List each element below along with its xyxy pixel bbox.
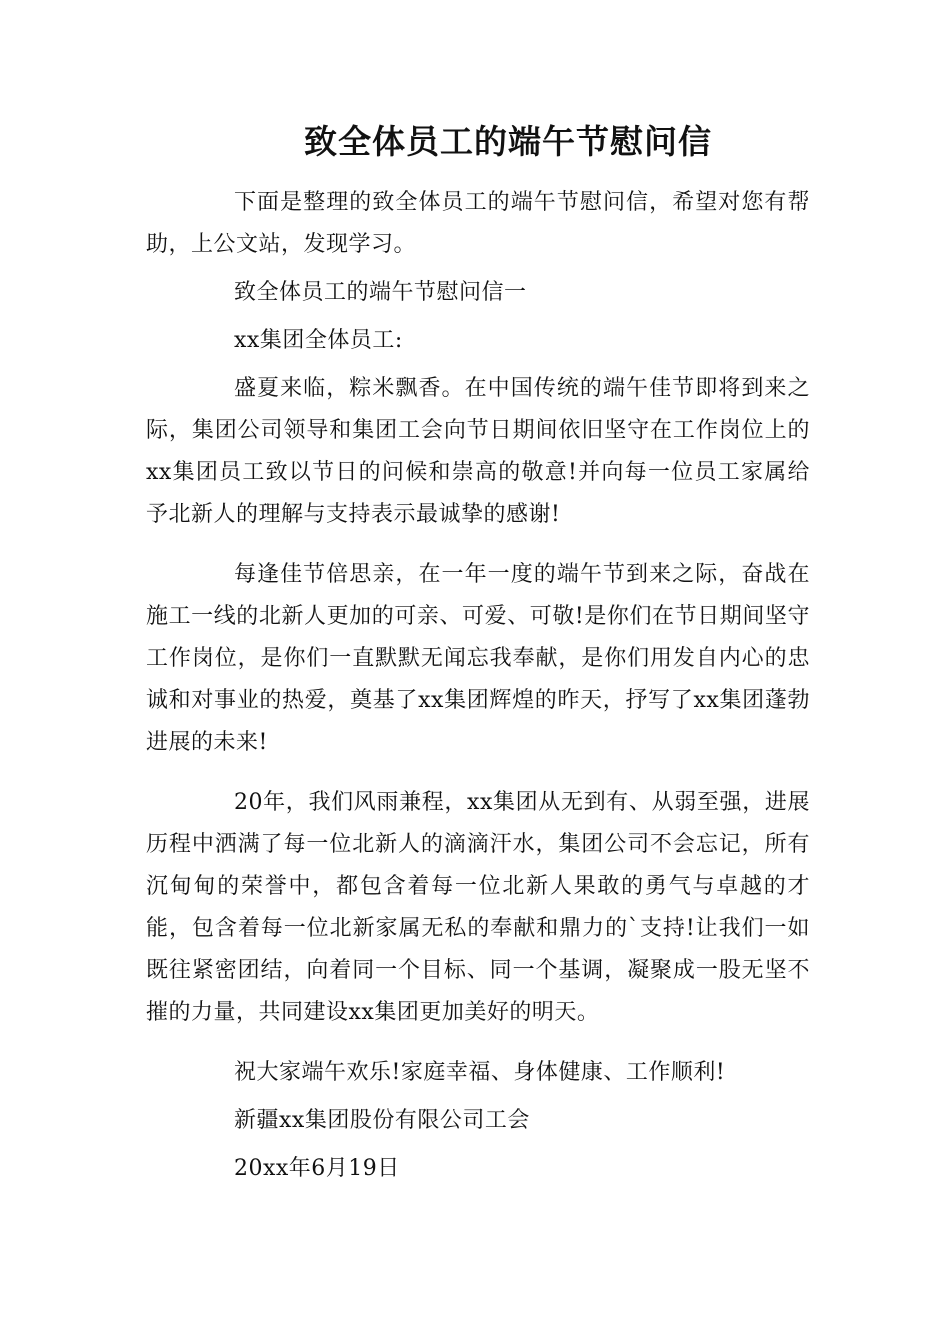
intro-paragraph: 下面是整理的致全体员工的端午节慰问信，希望对您有帮助，上公文站，发现学习。 <box>146 190 810 257</box>
body-paragraph-2: 每逢佳节倍思亲，在一年一度的端午节到来之际，奋战在施工一线的北新人更加的可亲、可爱、可敬!是你们在节日期间坚守工作岗位，是你们一直默默无闻忘我奉献，是你们用发自内心的忠诚和对事业的热爱，奠基了xx集团辉煌的昨天，抒写了xx集团蓬勃进展的未来! <box>146 562 810 755</box>
closing-wish: 祝大家端午欢乐!家庭幸福、身体健康、工作顺利! <box>234 1060 726 1085</box>
signature-date: 20xx年6月19日 <box>234 1156 400 1181</box>
document-body <box>146 182 810 1190</box>
body-paragraph-3: 20年，我们风雨兼程，xx集团从无到有、从弱至强，进展历程中洒满了每一位北新人的滴滴汗水，集团公司不会忘记，所有沉甸甸的荣誉中，都包含着每一位北新人果敢的勇气与卓越的才能，包含着每一位北新家属无私的奉献和鼎力的`支持!让我们一如既往紧密团结，向着同一个目标、同一个基调，凝聚成一股无坚不摧的力量，共同建设xx集团更加美好的明天。 <box>146 790 810 1025</box>
body-paragraph-1: 盛夏来临，粽米飘香。在中国传统的端午佳节即将到来之际，集团公司领导和集团工会向节日期间依旧坚守在工作岗位上的xx集团员工致以节日的问候和崇高的敬意!并向每一位员工家属给予北新人的理解与支持表示最诚挚的感谢! <box>146 376 810 527</box>
signature-organization: 新疆xx集团股份有限公司工会 <box>234 1108 530 1133</box>
document-title: 致全体员工的端午节慰问信 <box>304 122 712 161</box>
salutation: xx集团全体员工: <box>234 328 403 353</box>
letter-subtitle: 致全体员工的端午节慰问信一 <box>234 280 527 305</box>
